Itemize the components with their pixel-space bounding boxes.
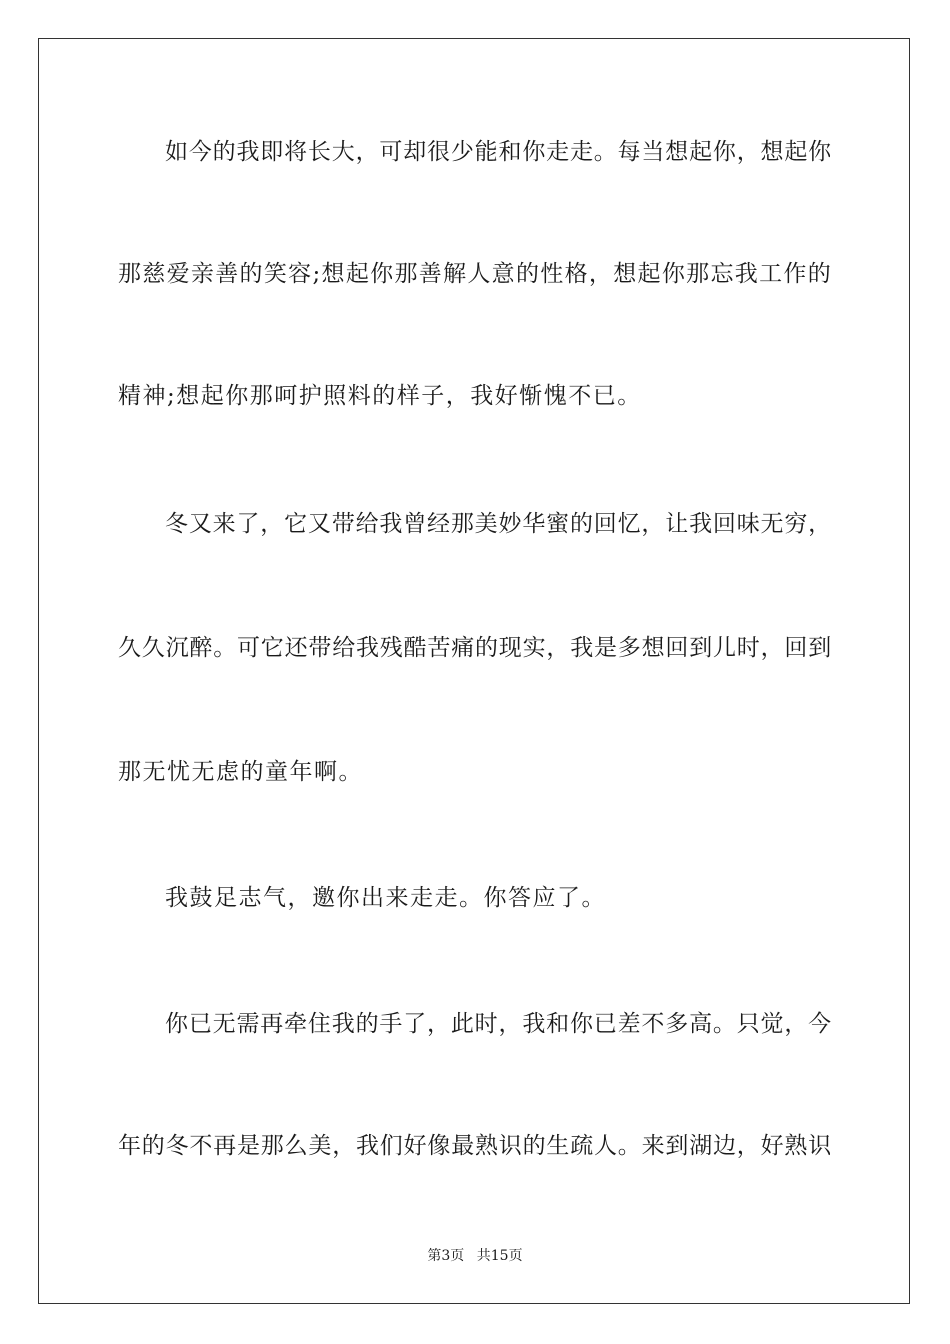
page-footer [0, 1247, 950, 1265]
text-line-1: 如今的我即将长大，可却很少能和你走走。每当想起你，想起你 [165, 139, 832, 165]
text-line-6: 那无忧无虑的童年啊。 [118, 759, 363, 785]
text-line-8: 你已无需再牵住我的手了，此时，我和你已差不多高。只觉，今 [165, 1011, 832, 1037]
text-line-2: 那慈爱亲善的笑容;想起你那善解人意的性格，想起你那忘我工作的 [118, 261, 832, 287]
text-line-3: 精神;想起你那呵护照料的样子，我好惭愧不已。 [118, 383, 642, 409]
text-line-5: 久久沉醉。可它还带给我残酷苦痛的现实，我是多想回到儿时，回到 [118, 635, 832, 661]
page-number-total: 共15页 [476, 1248, 523, 1264]
page-border [38, 38, 910, 1304]
text-line-4: 冬又来了，它又带给我曾经那美妙华蜜的回忆，让我回味无穷， [165, 511, 832, 537]
page-number-current: 第3页 [427, 1248, 465, 1264]
text-line-7: 我鼓足志气，邀你出来走走。你答应了。 [165, 885, 606, 911]
text-line-9: 年的冬不再是那么美，我们好像最熟识的生疏人。来到湖边，好熟识 [118, 1133, 832, 1159]
